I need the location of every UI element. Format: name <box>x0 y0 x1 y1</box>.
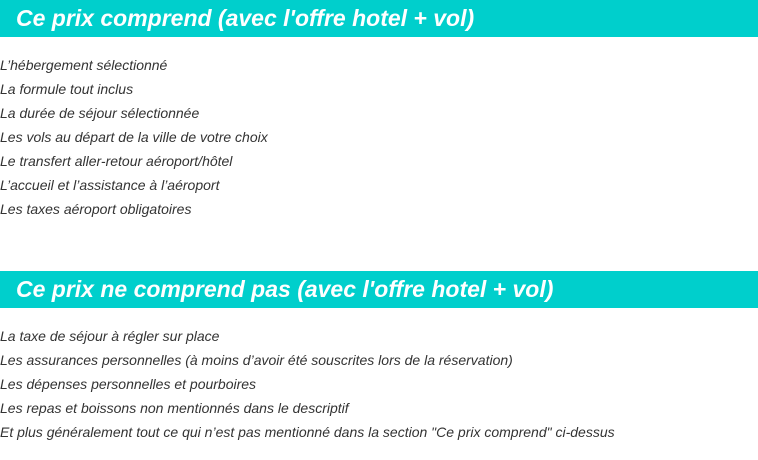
list-item: L’hébergement sélectionné <box>0 57 168 73</box>
list-item: Les repas et boissons non mentionnés dans le descriptif <box>0 400 349 416</box>
list-item: Et plus généralement tout ce qui n’est pas mentionné dans la section "Ce prix comprend" ci-dessus <box>0 424 615 440</box>
list-item: L’accueil et l’assistance à l’aéroport <box>0 177 220 193</box>
not-included-heading: Ce prix ne comprend pas (avec l'offre hotel + vol) <box>0 271 758 308</box>
list-item: La durée de séjour sélectionnée <box>0 105 200 121</box>
not-included-list <box>0 324 758 444</box>
included-list <box>0 53 758 221</box>
list-item: Les vols au départ de la ville de votre choix <box>0 129 268 145</box>
list-item: Les taxes aéroport obligatoires <box>0 201 192 217</box>
list-item: Les assurances personnelles (à moins d’avoir été souscrites lors de la réservation) <box>0 352 513 368</box>
list-item: La formule tout inclus <box>0 81 134 97</box>
included-heading: Ce prix comprend (avec l'offre hotel + vol) <box>0 0 758 37</box>
included-section <box>0 0 758 221</box>
list-item: Les dépenses personnelles et pourboires <box>0 376 257 392</box>
list-item: Le transfert aller-retour aéroport/hôtel <box>0 153 233 169</box>
not-included-section <box>0 271 758 444</box>
list-item: La taxe de séjour à régler sur place <box>0 328 220 344</box>
